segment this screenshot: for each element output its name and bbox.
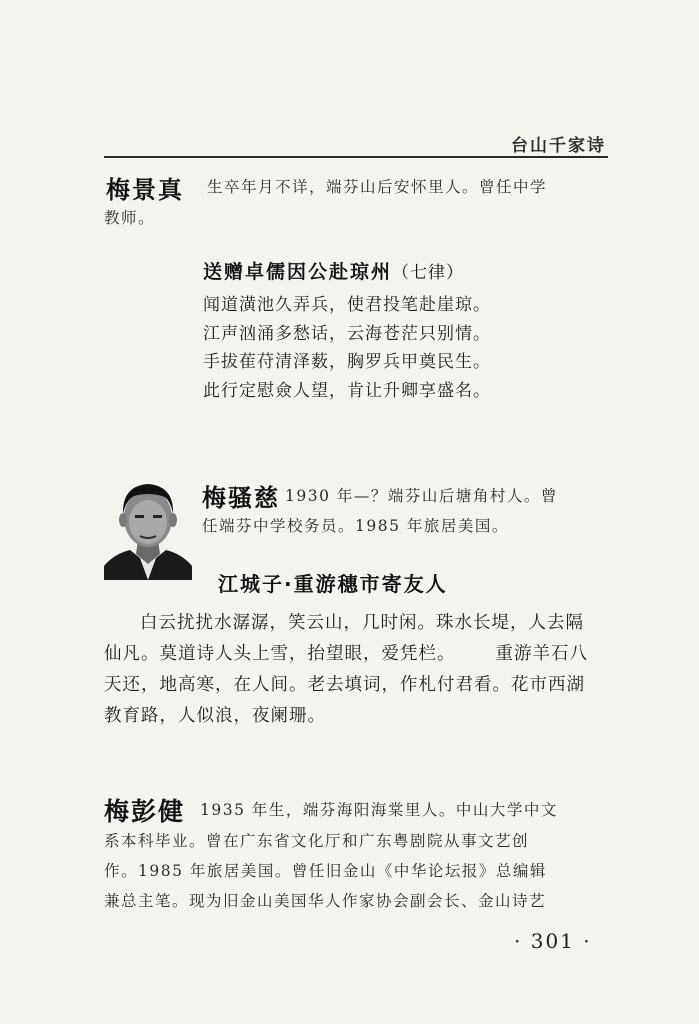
poem-line-text: 重游羊石八 xyxy=(495,644,588,664)
poem-line: 闻道潢池久弄兵，使君投笔赴崖琼。 xyxy=(203,295,491,315)
poem-line: 江声汹涌多愁话，云海苍茫只别情。 xyxy=(203,323,491,344)
poem-line-text: 仙凡。莫道诗人头上雪，抬望眼，爱凭栏。 xyxy=(104,644,456,664)
bio-line: 系本科毕业。曾在广东省文化厅和广东粤剧院从事文艺创 xyxy=(104,832,530,850)
poem-line: 教育路，人似浪，夜阑珊。 xyxy=(104,706,326,726)
header-rule xyxy=(104,156,608,158)
author-name: 梅彭健 xyxy=(104,797,186,826)
poem-line: 手拔萑苻清泽薮，胸罗兵甲奠民生。 xyxy=(203,352,491,372)
author-bio: 生卒年月不详，端芬山后安怀里人。曾任中学 xyxy=(207,178,548,196)
poem-line-text: 白云扰扰水潺潺，笑云山，几时闲。珠水长堤，人去隔 xyxy=(140,613,584,633)
poem-form: （七律） xyxy=(392,263,465,283)
poem-line: 此行定慰僉人望，肯让升卿享盛名。 xyxy=(203,380,491,401)
poem-title: 江城子·重游穗市寄友人 xyxy=(218,572,448,596)
bio-line: 作。1985 年旅居美国。曾任旧金山《中华论坛报》总编辑 xyxy=(104,862,547,880)
author-bio-continued: 任端芬中学校务员。1985 年旅居美国。 xyxy=(202,517,509,535)
running-head: 台山千家诗 xyxy=(511,136,606,156)
poem-line xyxy=(104,608,610,639)
poem-line: 天还，地高寒，在人间。老去填词，作札付君看。花市西湖 xyxy=(104,675,585,695)
author-name: 梅骚慈 xyxy=(202,484,280,512)
poem-line xyxy=(104,639,610,670)
author-portrait xyxy=(104,462,192,580)
poem-title-text: 送赠卓儒因公赴琼州 xyxy=(203,261,393,283)
poem-body xyxy=(104,608,610,732)
poem-body xyxy=(203,291,603,405)
author-name: 梅景真 xyxy=(106,176,184,204)
page-number: · 301 · xyxy=(514,929,592,953)
poem-title xyxy=(203,257,603,284)
author-bio-continued xyxy=(104,826,610,916)
author-bio: 1930 年—？端芬山后塘角村人。曾 xyxy=(285,487,558,505)
author-bio: 1935 年生，端芬海阳海棠里人。中山大学中文 xyxy=(200,801,558,819)
bio-line: 兼总主笔。现为旧金山美国华人作家协会副会长、金山诗艺 xyxy=(104,892,547,910)
author-bio-continued: 教师。 xyxy=(104,209,156,227)
